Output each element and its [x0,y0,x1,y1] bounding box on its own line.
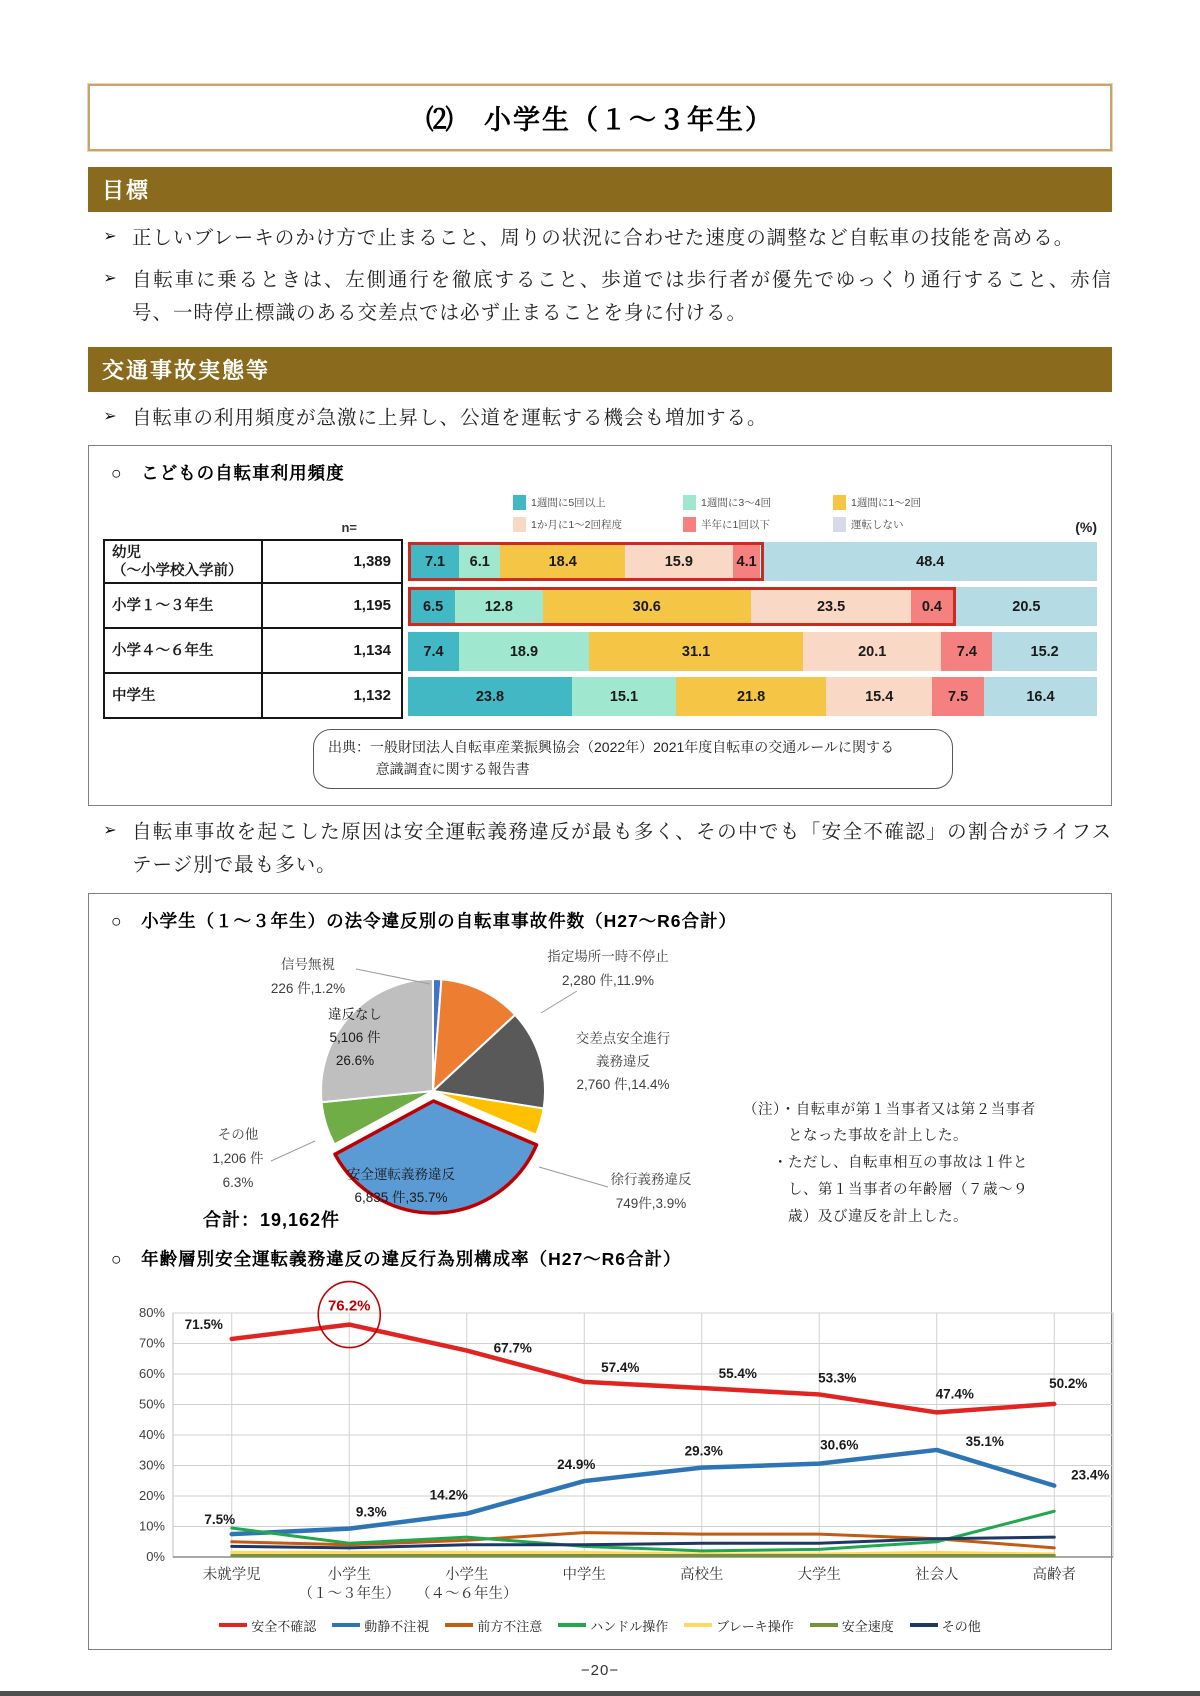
bar-row [103,674,1097,719]
footnote-line: ・ただし、自転車相互の事故は１件と [743,1155,1028,1172]
legend-swatch [833,517,846,532]
bar-segment [764,542,1097,581]
pie-label: 交差点安全進行 [575,1030,671,1046]
bar-row [103,629,1097,674]
highlight-outline [408,542,764,581]
legend-swatch [910,1623,938,1627]
legend-item [833,491,983,513]
data-label: 71.5% [184,1316,223,1332]
y-tick-label: 10% [138,1518,165,1534]
legend-swatch [683,495,696,510]
legend-swatch [683,517,696,532]
bullet-text: 正しいブレーキのかけ方で止まること、周りの状況に合わせた速度の調整など自転車の技能を高める。 [132,227,1075,249]
row-n-value: 1,132 [263,674,403,719]
legend-item [513,491,683,513]
bullet-item [88,402,1112,436]
line-chart-title: ○ 年齢層別安全運転義務違反の違反行為別構成率（H27～R6合計） [111,1248,682,1269]
data-label: 55.4% [718,1365,757,1381]
bar-segment-value: 48.4 [916,553,945,570]
pie-label: 安全運転義務違反 [347,1166,455,1182]
legend-swatch [513,495,526,510]
bullet-item [88,222,1112,256]
violation-charts-panel [88,893,1112,1650]
bar-segment [984,677,1097,716]
footnote-line: し、第１当事者の年齢層（７歳～９ [743,1182,1028,1198]
data-label: 30.6% [820,1437,859,1453]
legend-swatch [558,1623,586,1627]
legend-label: 1か月に1～2回程度 [531,518,623,531]
pie-chart [103,939,753,1244]
legend-swatch [445,1623,473,1627]
data-label: 76.2% [327,1297,371,1315]
legend-label: 半年に1回以下 [701,518,770,531]
bar-track [408,632,1097,671]
source-line: 出典：一般財団法人自転車産業振興協会（2022年）2021年度自転車の交通ルールに関する [328,739,895,756]
x-category-label [203,1566,261,1583]
legend-swatch [810,1623,838,1627]
x-category-label [299,1566,401,1602]
y-tick-label: 80% [138,1304,165,1320]
accident-bullet-2 [88,816,1112,883]
legend-label: 1週間に5回以上 [531,496,606,509]
line-chart [103,1277,1143,1607]
data-label: 9.3% [355,1504,387,1520]
legend-item [810,1616,894,1635]
bar-segment [992,632,1097,671]
footnote-line: （注）・自転車が第１当事者又は第２当事者 [743,1101,1036,1118]
bar-segment-value: 7.5 [948,688,969,705]
accident-bullet-1 [88,402,1112,436]
pie-label: 徐行義務違反 [610,1171,692,1187]
bar-segment-value: 15.4 [865,688,894,705]
bar-segment [956,587,1097,626]
legend-item [558,1616,668,1635]
bar-segment-value: 6.1 [469,553,490,570]
bullet-arrow-icon: ➢ [103,269,117,287]
series-line [232,1450,1055,1534]
bullet-arrow-icon: ➢ [103,821,117,839]
page-edge-strip [0,1691,1200,1696]
bar-segment [500,545,625,578]
footnote-line: 歳）及び違反を計上した。 [743,1208,968,1225]
data-label: 57.4% [601,1359,640,1375]
bar-segment-value: 12.8 [484,598,513,615]
pie-label: 違反なし [328,1006,382,1022]
bar-row [103,539,1097,584]
pie-label: その他 [217,1126,259,1142]
row-label [103,584,263,629]
pie-label: 6,835 件,35.7% [354,1189,448,1205]
bar-chart-rows [103,539,1097,719]
bar-segment-value: 16.4 [1026,688,1055,705]
x-category-line: （１～３年生） [298,1585,400,1602]
data-label: 35.1% [965,1433,1004,1449]
x-category-line: 高校生 [680,1566,724,1583]
series-line [232,1324,1055,1412]
x-category-label [915,1566,959,1583]
bar-segment [803,632,941,671]
legend-label: 前方不注意 [477,1618,543,1634]
legend-label: 1週間に3～4回 [701,496,772,509]
pie-chart-area [103,939,1097,1244]
x-category-line: 小学生 [327,1566,371,1583]
legend-label: 安全速度 [841,1618,894,1634]
bar-segment [459,632,589,671]
data-label: 14.2% [429,1487,468,1503]
bar-chart-legend [403,491,1037,535]
bar-segment [408,677,572,716]
x-category-line: 大学生 [797,1566,841,1583]
data-label: 24.9% [557,1456,596,1472]
bar-segment [589,632,803,671]
bullet-arrow-icon: ➢ [103,407,117,425]
pie-label: 義務違反 [596,1053,650,1069]
bar-segment-value: 23.5 [816,598,846,615]
legend-item [684,1616,793,1635]
x-category-line: 高齢者 [1032,1566,1076,1583]
bar-segment-value: 15.1 [609,688,639,705]
pie-label: 226 件,1.2% [270,980,346,996]
bar-track [408,677,1097,716]
y-tick-label: 0% [146,1548,165,1564]
bar-segment-value: 15.2 [1030,643,1059,660]
bar-chart-header [103,491,1097,535]
legend-label: その他 [941,1618,981,1634]
pie-chart-title: ○ 小学生（１～３年生）の法令違反別の自転車事故件数（H27～R6合計） [111,910,738,931]
bullet-text: 自転車の利用頻度が急激に上昇し、公道を運転する機会も増加する。 [132,406,768,429]
legend-item [219,1616,316,1635]
y-tick-label: 50% [138,1396,165,1412]
bar-segment [408,632,459,671]
row-label-line: 中学生 [112,687,156,704]
row-label-line: （～小学校入学前） [112,562,243,579]
bar-segment-value: 7.4 [956,643,977,660]
bar-segment-value: 21.8 [736,688,766,705]
data-label: 50.2% [1049,1375,1088,1391]
y-tick-label: 20% [138,1487,165,1503]
bar-segment-value: 18.4 [548,553,577,570]
row-n-value: 1,389 [263,539,403,584]
legend-item [683,513,833,535]
bar-segment-value: 30.6 [632,598,661,615]
row-label-line: 小学４～６年生 [112,642,214,659]
section-heading-goal: 目標 [88,167,1112,212]
pie-svg [103,939,753,1244]
page-title-text: ⑵ 小学生（１～３年生） [426,105,774,135]
bar-segment-value: 15.9 [664,553,693,570]
source-line: 意識調査に関する報告書 [375,760,530,777]
legend-item [833,513,983,535]
legend-label: 動静不注視 [364,1618,430,1634]
legend-item [910,1616,981,1635]
legend-swatch [332,1623,360,1627]
row-label [103,629,263,674]
pie-label: 指定場所一時不停止 [547,948,669,964]
legend-item [513,513,683,535]
x-category-label [680,1565,724,1583]
pie-label: 6.3% [222,1174,254,1190]
bar-segment [932,677,984,716]
legend-item [683,491,833,513]
legend-item [445,1616,542,1635]
footnote [743,1097,1093,1231]
data-label: 29.3% [684,1443,723,1459]
goal-bullets [88,222,1112,331]
bar-track [408,542,1097,581]
bar-segment [411,590,455,623]
bar-segment [411,545,459,578]
data-label: 23.4% [1071,1467,1110,1483]
legend-swatch [684,1623,712,1627]
bar-segment-value: 7.4 [423,643,444,660]
bar-segment-value: 0.4 [921,598,942,615]
section-heading-accident: 交通事故実態等 [88,347,1112,392]
legend-swatch [513,517,526,532]
bar-segment [733,545,761,578]
pie-label: 5,106 件 [329,1029,381,1045]
data-label: 53.3% [818,1369,857,1385]
pie-label: 26.6% [335,1052,375,1068]
bullet-arrow-icon: ➢ [103,228,117,245]
x-category-label [798,1566,842,1583]
x-category-line: 未就学児 [202,1566,261,1583]
x-category-line: 中学生 [562,1566,606,1583]
pie-total-label: 合計：19,162件 [203,1209,341,1230]
y-tick-label: 30% [138,1457,165,1473]
percent-unit-label: (%) [1075,519,1097,536]
bar-segment-value: 23.8 [475,688,505,705]
bar-segment-value: 4.1 [736,553,757,570]
row-label-line: 小学１～３年生 [112,597,214,614]
bar-track [408,587,1097,626]
legend-label: 安全不確認 [251,1618,317,1634]
row-label [103,674,263,719]
pie-leader-line [271,1141,315,1161]
n-equals-label: n= [341,520,357,536]
bar-segment [625,545,733,578]
bar-segment [455,590,542,623]
x-category-label [416,1566,518,1602]
bar-segment-value: 18.9 [509,643,539,660]
legend-label: ブレーキ操作 [716,1618,794,1634]
legend-label: ハンドル操作 [590,1618,669,1634]
pie-label: 2,280 件,11.9% [561,972,655,988]
row-label-line: 幼児 [112,544,141,561]
data-label: 7.5% [204,1511,236,1527]
highlight-outline [408,587,956,626]
legend-label: 1週間に1～2回 [851,496,922,509]
bar-segment [911,590,953,623]
bar-chart-title: ○ こどもの自転車利用頻度 [111,463,345,484]
page-title [88,84,1112,151]
footnote-line: となった事故を計上した。 [743,1128,968,1145]
bar-segment [941,632,992,671]
row-n-value: 1,195 [263,584,403,629]
page-number: −20− [580,1661,620,1679]
legend-swatch [219,1623,247,1627]
line-chart-legend [103,1616,1097,1635]
row-n-value: 1,134 [263,629,403,674]
bar-segment [676,677,826,716]
bar-segment [826,677,932,716]
row-label [103,539,263,584]
bar-segment-value: 7.1 [424,553,446,570]
pie-leader-line [539,1167,608,1187]
y-tick-label: 70% [138,1335,165,1351]
legend-swatch [833,495,846,510]
bar-segment-value: 20.5 [1012,598,1041,615]
bar-row [103,584,1097,629]
bullet-text: 自転車に乗るときは、左側通行を徹底すること、歩道では歩行者が優先でゆっくり通行すること、赤信号、一時停止標識のある交差点では必ず止まることを身に付ける。 [132,268,1112,325]
x-category-line: （４～６年生） [416,1585,518,1602]
bullet-item [88,264,1112,331]
pie-label: 2,760 件,14.4% [576,1076,670,1092]
bar-segment [751,590,911,623]
x-category-label [1033,1565,1077,1583]
bar-segment [543,590,752,623]
bar-segment-value: 6.5 [423,598,444,615]
bullet-text: 自転車事故を起こした原因は安全運転義務違反が最も多く、その中でも「安全不確認」の割合がライフステージ別で最も多い。 [132,820,1112,877]
pie-leader-line [541,991,577,1013]
pie-leader-line [356,969,430,984]
pie-label: 749件,3.9% [615,1195,687,1211]
series-line [232,1552,1055,1554]
bar-segment [459,545,500,578]
data-label: 67.7% [493,1340,532,1356]
legend-label: 運転しない [851,518,904,531]
data-label: 47.4% [935,1385,974,1401]
x-category-line: 社会人 [915,1566,959,1583]
bar-segment-value: 31.1 [681,643,711,660]
pie-label: 1,206 件 [212,1150,264,1166]
x-category-line: 小学生 [445,1566,489,1583]
pie-label: 信号無視 [281,956,335,972]
x-category-label [563,1566,607,1583]
y-tick-label: 60% [138,1365,165,1381]
bar-segment [572,677,676,716]
bicycle-usage-panel [88,445,1112,805]
source-note [313,729,953,788]
bar-segment-value: 20.1 [858,643,887,660]
legend-item [332,1616,429,1635]
y-tick-label: 40% [138,1426,165,1442]
bullet-item [88,816,1112,883]
